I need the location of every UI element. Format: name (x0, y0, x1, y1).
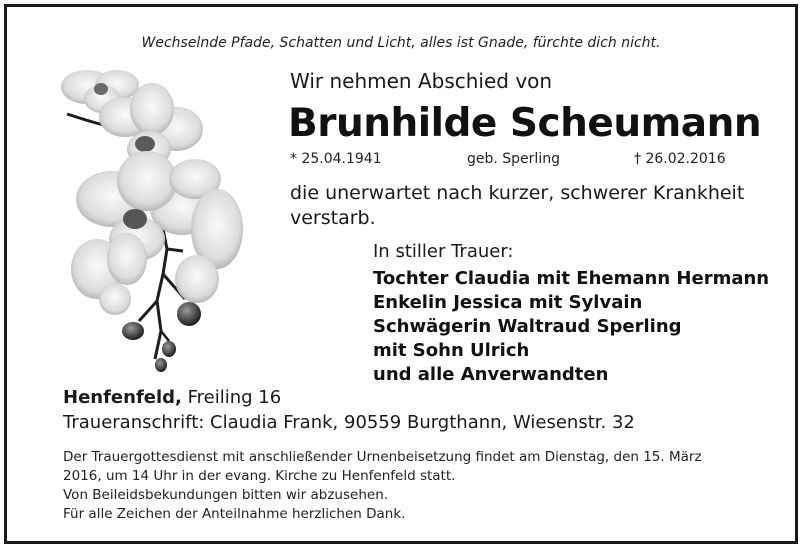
mourner-entry: Tochter Claudia mit Ehemann Hermann (373, 268, 770, 289)
note-line: Für alle Zeichen der Anteilnahme herzlichen Dank. (63, 506, 406, 522)
mourner-entry: Schwägerin Waltraud Sperling (373, 316, 682, 337)
place-street: Freiling 16 (187, 387, 282, 408)
mourners-list (373, 267, 769, 387)
note-line: Von Beileidsbekundungen bitten wir abzusehen. (63, 487, 389, 503)
death-description: die unerwartet nach kurzer, schwerer Krankheit verstarb. (290, 182, 745, 229)
note-line: Der Trauergottesdienst mit anschließender Urnenbeisetzung findet am Dienstag, den 15. März (63, 449, 702, 465)
place-town: Henfenfeld, (63, 387, 182, 408)
motto: Wechselnde Pfade, Schatten und Licht, alles ist Gnade, fürchte dich nicht. (141, 35, 661, 51)
mourning-intro: In stiller Trauer: (373, 241, 514, 262)
funeral-notes (63, 448, 783, 524)
death-date: † 26.02.2016 (634, 151, 726, 167)
mourning-address: Traueranschrift: Claudia Frank, 90559 Burgthann, Wiesenstr. 32 (63, 412, 635, 433)
deceased-name: Brunhilde Scheumann (288, 101, 762, 146)
birth-date: * 25.04.1941 (290, 151, 382, 167)
mourner-entry: und alle Anverwandten (373, 364, 609, 385)
note-line: 2016, um 14 Uhr in der evang. Kirche zu Henfenfeld statt. (63, 468, 456, 484)
maiden-name: geb. Sperling (467, 151, 560, 167)
obituary-notice (4, 4, 798, 544)
place-line (63, 387, 281, 408)
orchid-branch-image (57, 69, 247, 379)
mourner-entry: mit Sohn Ulrich (373, 340, 530, 361)
intro-text: Wir nehmen Abschied von (290, 69, 553, 93)
mourner-entry: Enkelin Jessica mit Sylvain (373, 292, 643, 313)
